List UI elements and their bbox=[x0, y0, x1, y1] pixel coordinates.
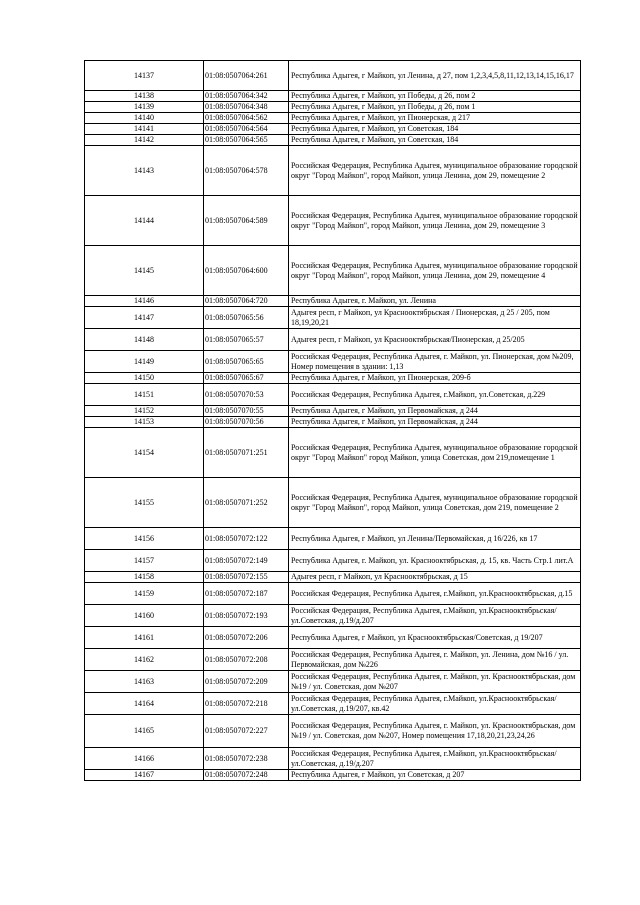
address-cell: Республика Адыгея, г. Майкоп, ул. Краснооктябрьская, д. 15, кв. Часть Стр.1 лит.А bbox=[289, 550, 581, 572]
address-cell: Российская Федерация, Республика Адыгея, муниципальное образование городской округ "Город Майкоп", город Майкоп, улица Ленина, дом 29, помещение 3 bbox=[289, 196, 581, 246]
cadastral-number-cell: 01:08:0507064:720 bbox=[204, 296, 289, 307]
table-row bbox=[85, 748, 581, 770]
table-row bbox=[85, 649, 581, 671]
address-cell: Республика Адыгея, г Майкоп, ул Советская, 184 bbox=[289, 135, 581, 146]
address-cell: Российская Федерация, Республика Адыгея, муниципальное образование городской округ "Город Майкоп", город Майкоп, улица Ленина, дом 29, помещение 2 bbox=[289, 146, 581, 196]
table-row bbox=[85, 135, 581, 146]
table-row bbox=[85, 246, 581, 296]
cadastral-number-cell: 01:08:0507064:348 bbox=[204, 102, 289, 113]
table-row bbox=[85, 693, 581, 715]
table-row bbox=[85, 329, 581, 351]
cadastral-number-cell: 01:08:0507072:187 bbox=[204, 583, 289, 605]
table-row bbox=[85, 373, 581, 384]
address-cell: Республика Адыгея, г Майкоп, ул Ленина, д 27, пом 1,2,3,4,5,8,11,12,13,14,15,16,17 bbox=[289, 61, 581, 91]
cadastral-number-cell: 01:08:0507070:56 bbox=[204, 417, 289, 428]
row-number-cell: 14146 bbox=[85, 296, 204, 307]
table-row bbox=[85, 296, 581, 307]
address-cell: Республика Адыгея, г Майкоп, ул Пионерская, д 217 bbox=[289, 113, 581, 124]
table-row bbox=[85, 478, 581, 528]
row-number-cell: 14150 bbox=[85, 373, 204, 384]
cadastral-number-cell: 01:08:0507072:208 bbox=[204, 649, 289, 671]
table-row bbox=[85, 770, 581, 781]
row-number-cell: 14161 bbox=[85, 627, 204, 649]
row-number-cell: 14159 bbox=[85, 583, 204, 605]
row-number-cell: 14160 bbox=[85, 605, 204, 627]
row-number-cell: 14162 bbox=[85, 649, 204, 671]
row-number-cell: 14138 bbox=[85, 91, 204, 102]
table-row bbox=[85, 146, 581, 196]
cadastral-number-cell: 01:08:0507072:209 bbox=[204, 671, 289, 693]
cadastral-number-cell: 01:08:0507072:193 bbox=[204, 605, 289, 627]
address-cell: Республика Адыгея, г Майкоп, ул Пионерская, 209-б bbox=[289, 373, 581, 384]
row-number-cell: 14141 bbox=[85, 124, 204, 135]
address-cell: Российская Федерация, Республика Адыгея, муниципальное образование городской округ "Город Майкоп", город Майкоп, улица Советская, дом 219, помещение 2 bbox=[289, 478, 581, 528]
cadastral-number-cell: 01:08:0507064:562 bbox=[204, 113, 289, 124]
table-row bbox=[85, 307, 581, 329]
cadastral-number-cell: 01:08:0507072:149 bbox=[204, 550, 289, 572]
cadastral-number-cell: 01:08:0507065:56 bbox=[204, 307, 289, 329]
table-row bbox=[85, 605, 581, 627]
cadastral-number-cell: 01:08:0507072:122 bbox=[204, 528, 289, 550]
address-cell: Российская Федерация, Республика Адыгея, г. Майкоп, ул. Пионерская, дом №209, Номер помещения в здании: 1,13 bbox=[289, 351, 581, 373]
address-cell: Республика Адыгея, г Майкоп, ул Первомайская, д 244 bbox=[289, 417, 581, 428]
row-number-cell: 14140 bbox=[85, 113, 204, 124]
address-cell: Российская Федерация, Республика Адыгея, муниципальное образование городской округ "Город Майкоп" город Майкоп, улица Советская, дом 219,помещение 1 bbox=[289, 428, 581, 478]
table-row bbox=[85, 417, 581, 428]
property-registry-table bbox=[84, 60, 581, 781]
table-row bbox=[85, 572, 581, 583]
row-number-cell: 14154 bbox=[85, 428, 204, 478]
cadastral-number-cell: 01:08:0507072:155 bbox=[204, 572, 289, 583]
row-number-cell: 14158 bbox=[85, 572, 204, 583]
address-cell: Республика Адыгея, г Майкоп, ул Победы, д 26, пом 1 bbox=[289, 102, 581, 113]
cadastral-number-cell: 01:08:0507064:589 bbox=[204, 196, 289, 246]
table-row bbox=[85, 61, 581, 91]
address-cell: Адыгея респ, г Майкоп, ул Краснооктябрьская / Пионерская, д 25 / 205, пом 18,19,20,21 bbox=[289, 307, 581, 329]
table-row bbox=[85, 406, 581, 417]
address-cell: Российская Федерация, Республика Адыгея, г.Майкоп, ул.Советская, д.229 bbox=[289, 384, 581, 406]
row-number-cell: 14157 bbox=[85, 550, 204, 572]
row-number-cell: 14137 bbox=[85, 61, 204, 91]
address-cell: Республика Адыгея, г Майкоп, ул Победы, д 26, пом 2 bbox=[289, 91, 581, 102]
row-number-cell: 14165 bbox=[85, 715, 204, 748]
cadastral-number-cell: 01:08:0507064:600 bbox=[204, 246, 289, 296]
address-cell: Республика Адыгея, г Майкоп, ул Советская, 184 bbox=[289, 124, 581, 135]
table-row bbox=[85, 550, 581, 572]
table-row bbox=[85, 715, 581, 748]
row-number-cell: 14143 bbox=[85, 146, 204, 196]
cadastral-number-cell: 01:08:0507070:53 bbox=[204, 384, 289, 406]
table-row bbox=[85, 528, 581, 550]
cadastral-number-cell: 01:08:0507065:67 bbox=[204, 373, 289, 384]
row-number-cell: 14164 bbox=[85, 693, 204, 715]
table-row bbox=[85, 91, 581, 102]
cadastral-number-cell: 01:08:0507064:578 bbox=[204, 146, 289, 196]
cadastral-number-cell: 01:08:0507064:342 bbox=[204, 91, 289, 102]
row-number-cell: 14152 bbox=[85, 406, 204, 417]
row-number-cell: 14151 bbox=[85, 384, 204, 406]
table-row bbox=[85, 113, 581, 124]
address-cell: Российская Федерация, Республика Адыгея, г.Майкоп, ул.Краснооктябрьская/ул.Советская, д.19/д.207 bbox=[289, 605, 581, 627]
cadastral-number-cell: 01:08:0507072:227 bbox=[204, 715, 289, 748]
table-row bbox=[85, 102, 581, 113]
address-cell: Республика Адыгея, г. Майкоп, ул. Ленина bbox=[289, 296, 581, 307]
row-number-cell: 14147 bbox=[85, 307, 204, 329]
address-cell: Республика Адыгея, г Майкоп, ул Первомайская, д 244 bbox=[289, 406, 581, 417]
table-row bbox=[85, 124, 581, 135]
cadastral-number-cell: 01:08:0507071:251 bbox=[204, 428, 289, 478]
cadastral-number-cell: 01:08:0507071:252 bbox=[204, 478, 289, 528]
table-body bbox=[85, 61, 581, 781]
row-number-cell: 14144 bbox=[85, 196, 204, 246]
table-row bbox=[85, 671, 581, 693]
cadastral-number-cell: 01:08:0507064:565 bbox=[204, 135, 289, 146]
cadastral-number-cell: 01:08:0507072:248 bbox=[204, 770, 289, 781]
cadastral-number-cell: 01:08:0507072:238 bbox=[204, 748, 289, 770]
row-number-cell: 14153 bbox=[85, 417, 204, 428]
cadastral-number-cell: 01:08:0507064:564 bbox=[204, 124, 289, 135]
address-cell: Адыгея респ, г Майкоп, ул Краснооктябрьская, д 15 bbox=[289, 572, 581, 583]
row-number-cell: 14142 bbox=[85, 135, 204, 146]
cadastral-number-cell: 01:08:0507065:57 bbox=[204, 329, 289, 351]
row-number-cell: 14148 bbox=[85, 329, 204, 351]
cadastral-number-cell: 01:08:0507064:261 bbox=[204, 61, 289, 91]
table-row bbox=[85, 428, 581, 478]
address-cell: Российская Федерация, Республика Адыгея, г.Майкоп, ул.Краснооктябрьская/ул.Советская, д.19/д.207 bbox=[289, 748, 581, 770]
row-number-cell: 14155 bbox=[85, 478, 204, 528]
address-cell: Адыгея респ, г Майкоп, ул Краснооктябрьская/Пионерская, д 25/205 bbox=[289, 329, 581, 351]
cadastral-number-cell: 01:08:0507070:55 bbox=[204, 406, 289, 417]
table-row bbox=[85, 583, 581, 605]
address-cell: Российская Федерация, Республика Адыгея, муниципальное образование городской округ "Город Майкоп", город Майкоп, улица Ленина, дом 29, помещение 4 bbox=[289, 246, 581, 296]
cadastral-number-cell: 01:08:0507065:65 bbox=[204, 351, 289, 373]
row-number-cell: 14145 bbox=[85, 246, 204, 296]
row-number-cell: 14163 bbox=[85, 671, 204, 693]
cadastral-number-cell: 01:08:0507072:206 bbox=[204, 627, 289, 649]
row-number-cell: 14156 bbox=[85, 528, 204, 550]
address-cell: Республика Адыгея, г Майкоп, ул Советская, д 207 bbox=[289, 770, 581, 781]
address-cell: Российская Федерация, Республика Адыгея, г. Майкоп, ул. Краснооктябрьская, дом №19 / ул. Советская, дом №207 bbox=[289, 671, 581, 693]
row-number-cell: 14139 bbox=[85, 102, 204, 113]
address-cell: Российская Федерация, Республика Адыгея, г.Майкоп, ул.Краснооктябрьская, д.15 bbox=[289, 583, 581, 605]
address-cell: Российская Федерация, Республика Адыгея, г.Майкоп, ул.Краснооктябрьская/ул.Советская, д.19/207, кв.42 bbox=[289, 693, 581, 715]
address-cell: Республика Адыгея, г Майкоп, ул Ленина/Первомайская, д 16/226, кв 17 bbox=[289, 528, 581, 550]
row-number-cell: 14166 bbox=[85, 748, 204, 770]
table-row bbox=[85, 196, 581, 246]
address-cell: Российская Федерация, Республика Адыгея, г. Майкоп, ул. Ленина, дом №16 / ул. Первомайская, дом №226 bbox=[289, 649, 581, 671]
cadastral-number-cell: 01:08:0507072:218 bbox=[204, 693, 289, 715]
address-cell: Российская Федерация, Республика Адыгея, г. Майкоп, ул. Краснооктябрьская, дом №19 / ул. Советская, дом №207, Номер помещения 17,18,20,21,23,24,26 bbox=[289, 715, 581, 748]
address-cell: Республика Адыгея, г Майкоп, ул Краснооктябрьская/Советская, д 19/207 bbox=[289, 627, 581, 649]
table-row bbox=[85, 384, 581, 406]
row-number-cell: 14167 bbox=[85, 770, 204, 781]
row-number-cell: 14149 bbox=[85, 351, 204, 373]
table-row bbox=[85, 351, 581, 373]
table-row bbox=[85, 627, 581, 649]
